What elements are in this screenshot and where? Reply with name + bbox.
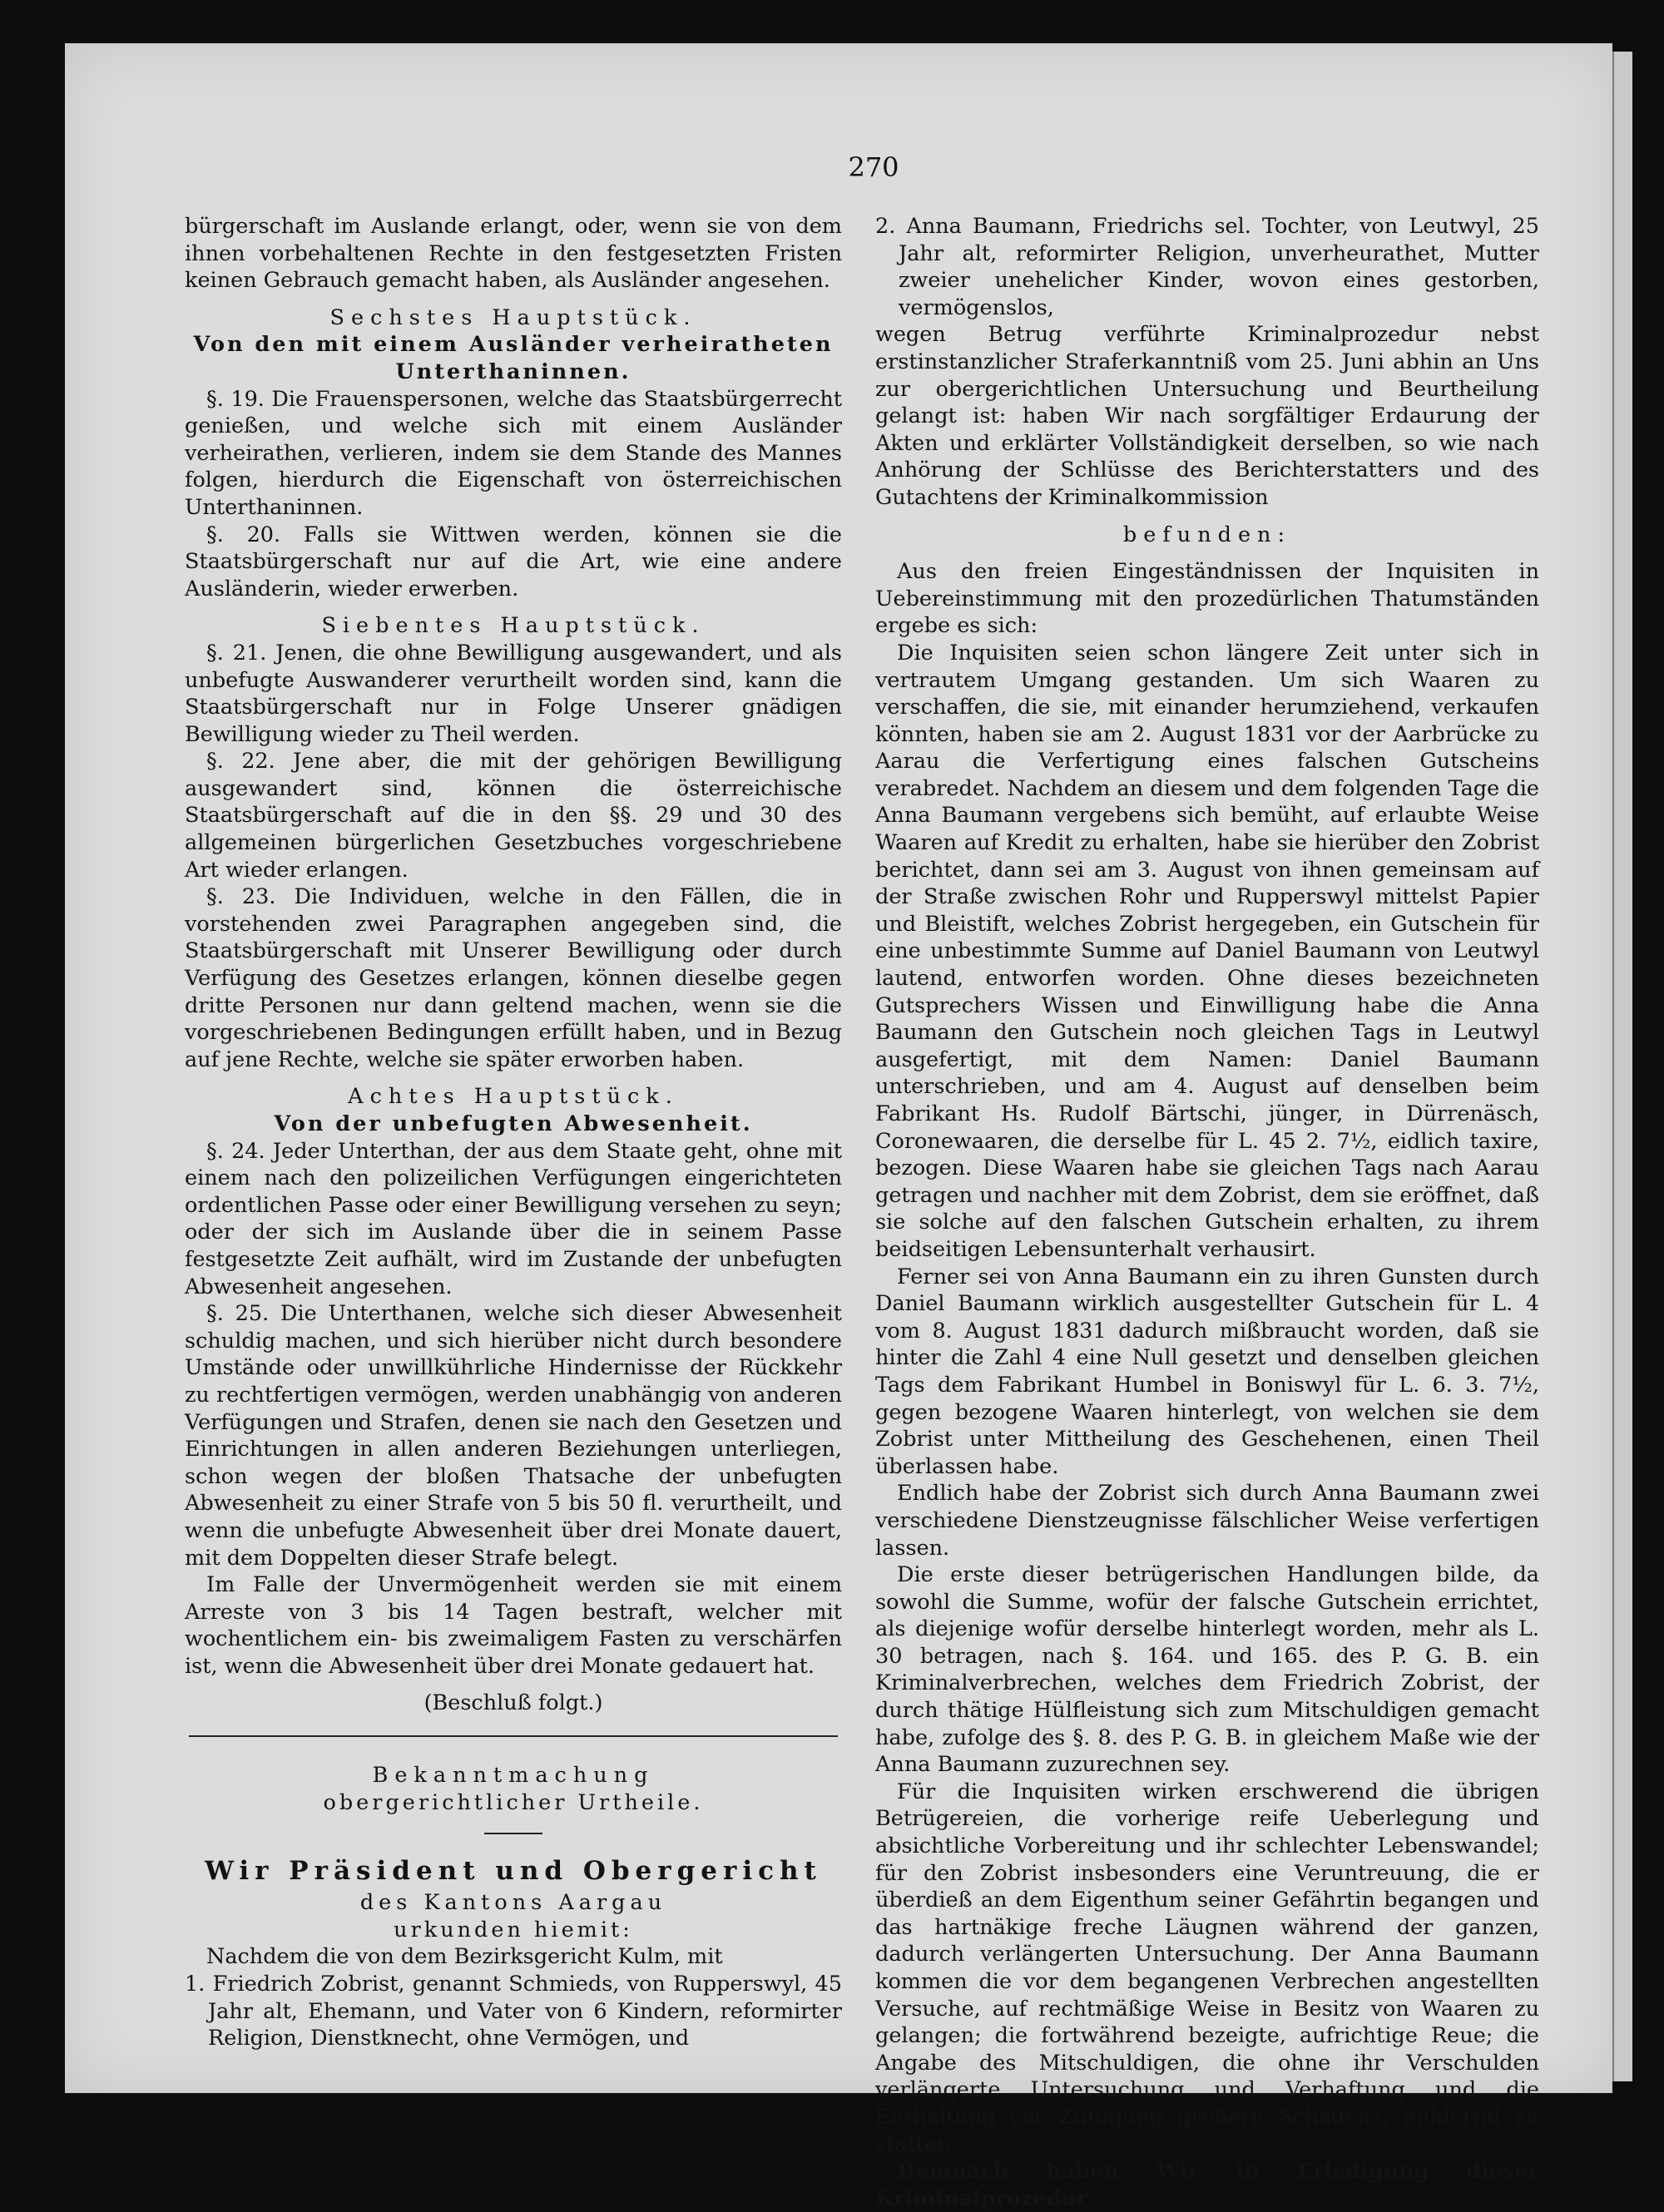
right-column: [875, 213, 1539, 2212]
paragraph-ferner: Ferner sei von Anna Baumann ein zu ihren Gunsten durch Daniel Baumann wirklich ausgestellter Gutschein für L. 4 vom 8. August 1831 dadurch mißbraucht worden, daß sie hinter die Zahl 4 eine Null gesetzt und denselben gleichen Tags dem Fabrikant Humbel in Boniswyl für L. 6. 3. 7½, gegen bezogene Waaren hinterlegt, von welchen sie dem Zobrist unter Mittheilung des Geschehenen, einen Theil überlassen habe.: [875, 1264, 1539, 1479]
page-edge: [1612, 52, 1632, 2081]
chapter-8-subtitle: Von der unbefugten Abwesenheit.: [274, 1111, 753, 1136]
paragraph-aus: Aus den freien Eingeständnissen der Inquisiten in Uebereinstimmung mit den prozedürlichen Thatumständen ergebe es sich:: [875, 559, 1539, 639]
paragraph-wegen: wegen Betrug verführte Kriminalprozedur nebst erstinstanzlicher Straferkanntniß vom 25. Juni abhin an Uns zur obergerichtlichen Untersuchung und Beurtheilung gelangt ist: haben Wir nach sorgfältiger Erdaurung der Akten und erklärter Vollständigkeit derselben, so wie nach Anhörung der Schlüsse des Berichterstatters und des Gutachtens der Kriminalkommission: [875, 322, 1539, 510]
accused-2: 2. Anna Baumann, Friedrichs sel. Tochter, von Leutwyl, 25 Jahr alt, reformirter Religion, unverheurathet, Mutter zweier unehelicher Kinder, wovon eines gestorben, vermögenslos,: [875, 214, 1539, 320]
paragraph-25-continued: Im Falle der Unvermögenheit werden sie mit einem Arreste von 3 bis 14 Tagen bestraft, welcher mit wochentlichem ein- bis zweimaligem Fasten zu verschärfen ist, wenn die Abwesenheit über drei Monate gedauert hat.: [185, 1572, 842, 1679]
to-be-continued: (Beschluß folgt.): [423, 1690, 603, 1716]
paragraph-20: §. 20. Falls sie Wittwen werden, können sie die Staatsbürgerschaft nur auf die Art, wie eine andere Ausländerin, wieder erwerben.: [185, 522, 842, 601]
paragraph-23: §. 23. Die Individuen, welche in den Fällen, die in vorstehenden zwei Paragraphen angegeben sind, die Staatsbürgerschaft mit Unserer Bewilligung oder durch Verfügung des Gesetzes erlangen, können dieselbe gegen dritte Personen nur dann geltend machen, wenn sie die vorgeschriebenen Bedingungen erfüllt haben, und in Bezug auf jene Rechte, welche sie später erworben haben.: [185, 884, 842, 1072]
paragraph-erste: Die erste dieser betrügerischen Handlungen bilde, da sowohl die Summe, wofür der falsche Gutschein errichtet, als diejenige wofür derselbe hinterlegt worden, mehr als L. 30 betragen, nach §. 164. und 165. des P. G. B. ein Kriminalverbrechen, welches dem Friedrich Zobrist, der durch thätige Hülfleistung sich zum Mitschuldigen gemacht habe, zufolge des §. 8. des P. G. B. in gleichem Maße wie der Anna Baumann zuzurechnen sey.: [875, 1562, 1539, 1778]
paragraph-25: §. 25. Die Unterthanen, welche sich dieser Abwesenheit schuldig machen, und sich hierüber nicht durch besondere Umstände oder unwillkührliche Hindernisse der Rückkehr zu rechtfertigen vermögen, werden unabhängig von anderen Verfügungen und Strafen, denen sie nach den Gesetzen und Einrichtungen in allen anderen Beziehungen unterliegen, schon wegen der bloßen Thatsache der unbefugten Abwesenheit zu einer Strafe von 5 bis 50 fl. verurtheilt, und wenn die unbefugte Abwesenheit über drei Monate dauert, mit dem Doppelten dieser Strafe belegt.: [185, 1301, 842, 1571]
notice-title: Bekanntmachung: [372, 1763, 655, 1789]
accused-1: 1. Friedrich Zobrist, genannt Schmieds, von Rupperswyl, 45 Jahr alt, Ehemann, und Vater von 6 Kindern, reformirter Religion, Dienstknecht, ohne Vermögen, und: [185, 1972, 842, 2051]
court-heading: Wir Präsident und Obergericht: [205, 1856, 822, 1887]
paragraph-21: §. 21. Jenen, die ohne Bewilligung ausgewandert, und als unbefugte Auswanderer verurtheilt worden sind, kann die Staatsbürgerschaft nur in Folge Unserer gnädigen Bewilligung wieder zu Theil werden.: [185, 640, 842, 747]
page-number: 270: [848, 151, 899, 183]
paragraph-inquisiten: Die Inquisiten seien schon längere Zeit unter sich in vertrautem Umgang gestanden. Um sich Waaren zu verschaffen, die sie, mit einander herumziehend, verkaufen könnten, haben sie am 2. August 1831 vor der Aarbrücke zu Aarau die Verfertigung eines falschen Gutscheins verabredet. Nachdem an diesem und dem folgenden Tage die Anna Baumann vergebens sich bemüht, auf erlaubte Weise Waaren auf Kredit zu erhalten, habe sie hierüber den Zobrist berichtet, dann sei am 3. August von ihnen gemeinsam auf der Straße zwischen Rohr und Rupperswyl mittelst Papier und Bleistift, welches Zobrist hergegeben, ein Gutschein für eine unbestimmte Summe auf Daniel Baumann von Leutwyl lautend, entworfen worden. Ohne dieses bezeichneten Gutsprechers Wissen und Einwilligung habe die Anna Baumann den Gutschein noch gleichen Tags in Leutwyl ausgefertigt, mit dem Namen: Daniel Baumann unterschrieben, und am 4. August auf denselben beim Fabrikant Hs. Rudolf Bärtschi, jünger, in Dürrenäsch, Coronewaaren, die derselbe für L. 45 2. 7½, eidlich taxire, bezogen. Diese Waaren habe sie gleichen Tags nach Aarau getragen und nachher mit dem Zobrist, dem sie eröffnet, daß sie solche auf den falschen Gutschein erhalten, zu ihrem beidseitigen Lebensunterhalt verhausirt.: [875, 640, 1539, 1262]
paragraph-19: §. 19. Die Frauenspersonen, welche das Staatsbürgerrecht genießen, und welche sich mit einem Ausländer verheirathen, verlieren, indem sie dem Stande des Mannes folgen, hierdurch die Eigenschaft von österreichischen Unterthaninnen.: [185, 386, 842, 520]
continuation-text: bürgerschaft im Auslande erlangt, oder, wenn sie von dem ihnen vorbehaltenen Rechte in den festgesetzten Fristen keinen Gebrauch gemacht haben, als Ausländer angesehen.: [185, 214, 842, 294]
chapter-6-title: Sechstes Hauptstück.: [329, 304, 697, 330]
section-divider: [189, 1735, 838, 1737]
court-canton: des Kantons Aargau: [359, 1890, 667, 1916]
paragraph-24: §. 24. Jeder Unterthan, der aus dem Staate geht, ohne mit einem nach den polizeilichen Verfügungen eingerichteten ordentlichen Passe oder einer Bewilligung versehen zu seyn; oder der sich im Auslande über die in seinem Passe festgesetzte Zeit aufhält, wird im Zustande der unbefugten Abwesenheit angesehen.: [185, 1138, 842, 1299]
court-proclamation: urkunden hiemit:: [394, 1917, 633, 1942]
chapter-8-title: Achtes Hauptstück.: [348, 1084, 679, 1110]
short-divider: [484, 1833, 542, 1834]
paragraph-22: §. 22. Jene aber, die mit der gehörigen Bewilligung ausgewandert sind, können die österreichische Staatsbürgerschaft auf die in den §§. 29 und 30 des allgemeinen bürgerlichen Gesetzbuches vorgeschriebene Art wieder erlangen.: [185, 749, 842, 883]
chapter-6-subtitle: Von den mit einem Ausländer verheiratheten Unterthaninnen.: [193, 332, 834, 384]
left-column: [185, 213, 842, 2052]
paragraph-demnach: Demnach haben Wir in Erledigung dieser Kriminalprozedur: [875, 2159, 1539, 2211]
paragraph-nachdem: Nachdem die von dem Bezirksgericht Kulm, mit: [206, 1944, 723, 1970]
paragraph-fuer: Für die Inquisiten wirken erschwerend die übrigen Betrügereien, die vorherige reife Ueberlegung und absichtliche Vorbereitung und ihr schlechter Lebenswandel; für den Zobrist insbesonders eine Veruntreuung, die er überdieß an dem Eigenthum seiner Gefährtin begangen und das hartnäkige freche Läugnen während der ganzen, dadurch verlängerten Untersuchung. Der Anna Baumann kommen die vor dem begangenen Verbrechen angestellten Versuche, auf rechtmäßige Weise in Besitz von Waaren zu gelangen; die fortwährend bezeigte, aufrichtige Reue; die Angabe des Mitschuldigen, die ohne ihr Verschulden verlängerte Untersuchung und Verhaftung und die Enthaltung vor Zufügung größern Schadens, mildernd zu statten.: [875, 1779, 1539, 2157]
notice-subtitle: obergerichtlicher Urtheile.: [323, 1789, 704, 1815]
paragraph-endlich: Endlich habe der Zobrist sich durch Anna Baumann zwei verschiedene Dienstzeugnisse fälschlicher Weise verfertigen lassen.: [875, 1481, 1539, 1561]
befunden-heading: befunden:: [1122, 522, 1292, 547]
chapter-7-title: Siebentes Hauptstück.: [321, 613, 706, 639]
